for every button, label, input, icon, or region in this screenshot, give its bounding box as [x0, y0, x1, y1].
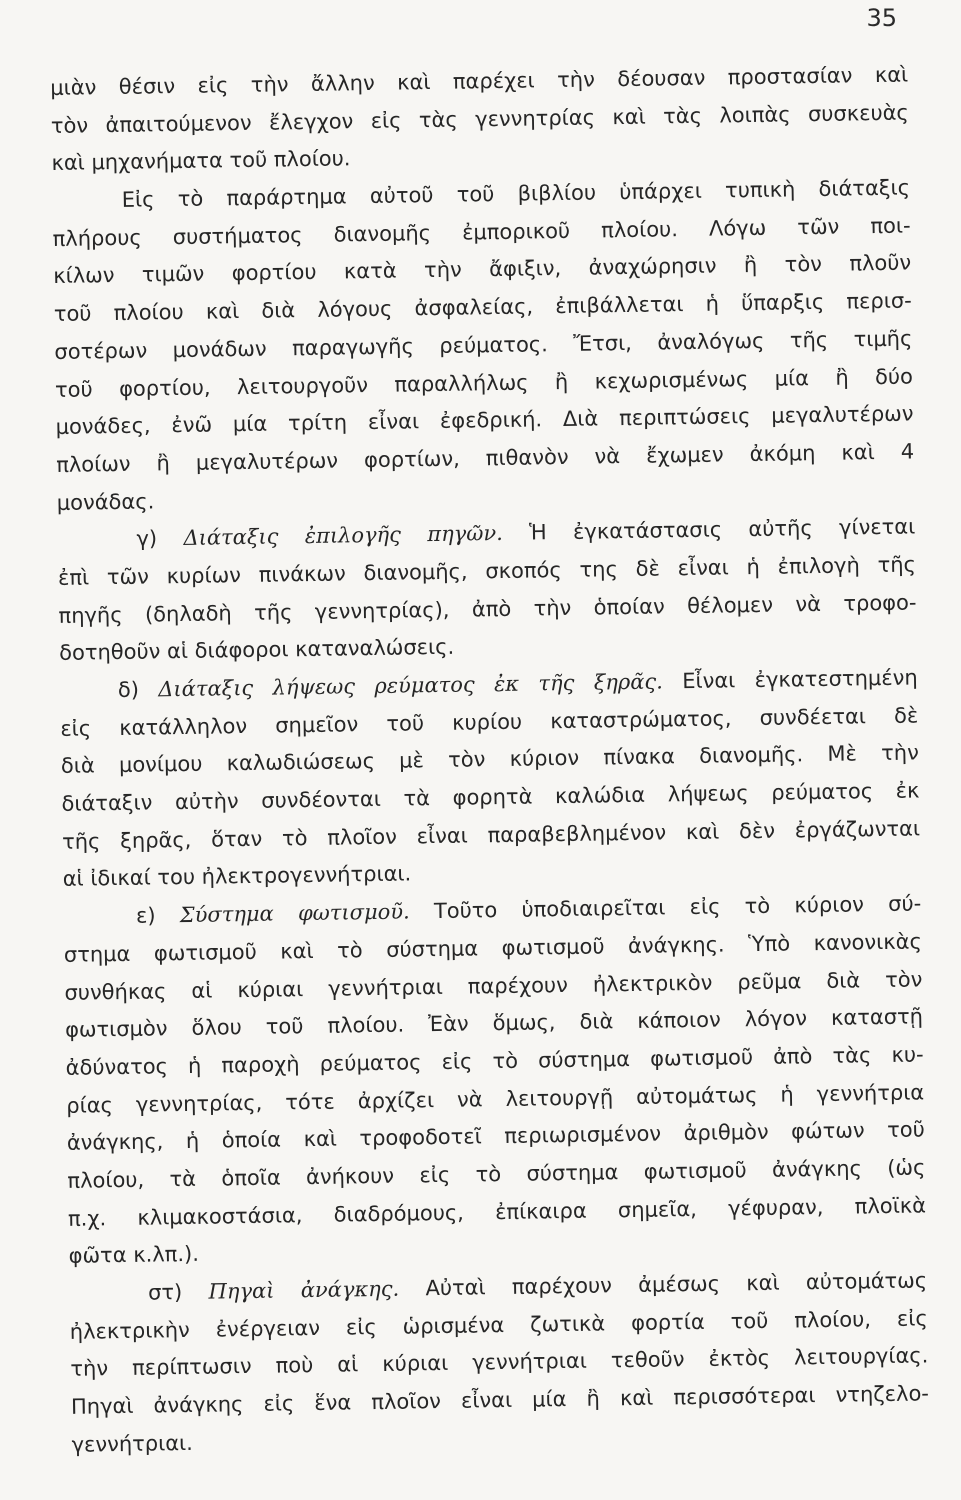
- line-text: μιὰν θέσιν εἰς τὴν ἄλλην καὶ παρέχει τὴν δέουσαν προστασίαν καὶ: [50, 62, 909, 100]
- line-text: δοτηθοῦν αἱ διάφοροι καταναλώσεις.: [58, 635, 455, 666]
- line-text: ἀνάγκης, ἡ ὁποία καὶ τροφοδοτεῖ περιωρισμένον ἀριθμὸν φώτων τοῦ: [66, 1117, 925, 1156]
- section-heading: Διάταξις λήψεως ρεύματος ἐκ τῆς ξηρᾶς.: [158, 669, 664, 702]
- section-marker: στ): [69, 1279, 209, 1306]
- line-text: στημα φωτισμοῦ καὶ τὸ σύστημα φωτισμοῦ ἀνάγκης. Ὑπὸ κανονικὰς: [63, 929, 922, 967]
- line-text: συνθήκας αἱ κύριαι γεννήτριαι παρέχουν ἠλεκτρικὸν ρεῦμα διὰ τὸν: [64, 966, 923, 1005]
- line-text: κίλων τιμῶν φορτίου κατὰ τὴν ἄφιξιν, ἀναχώρησιν ἢ τὸν πλοῦν: [53, 250, 912, 289]
- line-text: Ἡ ἐγκατάστασις αὐτῆς γίνεται: [502, 514, 916, 546]
- line-text: πλοίων ἢ μεγαλυτέρων φορτίων, πιθανὸν νὰ ἔχωμεν ἀκόμη καὶ 4: [56, 439, 915, 477]
- line-text: διάταξιν αὐτὴν συνδέονται τὰ φορητὰ καλώδια λήψεως ρεύματος ἐκ: [61, 778, 920, 816]
- line-text: Εἰς τὸ παράρτημα αὐτοῦ τοῦ βιβλίου ὑπάρχει τυπικὴ διάταξις: [51, 175, 911, 214]
- page-number: 35: [866, 4, 897, 32]
- line-text: γεννήτριαι.: [71, 1430, 194, 1457]
- line-text: φωτισμὸν ὅλου τοῦ πλοίου. Ἐὰν ὅμως, διὰ κάποιον λόγον καταστῇ: [64, 1004, 924, 1043]
- line-text: τὸν ἀπαιτούμενον ἔλεγχον εἰς τὰς γεννητρίας καὶ τὰς λοιπὰς συσκευὰς: [50, 100, 909, 138]
- line-text: μονάδας.: [56, 488, 155, 515]
- line-text: Τοῦτο ὑποδιαιρεῖται εἰς τὸ κύριον σύ-: [409, 891, 922, 924]
- section-marker: ε): [63, 903, 180, 930]
- line-text: μονάδες, ἐνῶ μία τρίτη εἶναι ἐφεδρική. Διὰ περιπτώσεις μεγαλυτέρων: [55, 401, 914, 440]
- line-text: πλήρους συστήματος διανομῆς ἐμπορικοῦ πλοίου. Λόγω τῶν ποι-: [52, 213, 911, 251]
- line-text: Εἶναι ἐγκατεστημένη: [662, 665, 918, 694]
- section-heading: Διάταξις ἐπιλογῆς πηγῶν.: [183, 521, 503, 551]
- line-text: τὴν περίπτωσιν ποὺ αἱ κύριαι γεννήτριαι τεθοῦν ἐκτὸς λειτουργίας.: [70, 1343, 929, 1382]
- line-text: ἐπὶ τῶν κυρίων πινάκων διανομῆς, σκοπός της δὲ εἶναι ἡ ἐπιλογὴ τῆς: [57, 552, 917, 590]
- line-text: Πηγαὶ ἀνάγκης εἰς ἕνα πλοῖον εἶναι μία ἢ καὶ περισσότεραι ντηζελο-: [70, 1381, 930, 1419]
- section-marker: γ): [57, 526, 184, 553]
- line-text: ἀδύνατος ἡ παροχὴ ρεύματος εἰς τὸ σύστημα φωτισμοῦ ἀπὸ τὰς κυ-: [65, 1042, 924, 1080]
- line-text: ρίας γεννητρίας, τότε ἀρχίζει νὰ λειτουργῇ αὐτομάτως ἡ γεννήτρια: [66, 1079, 925, 1118]
- line-text: τοῦ φορτίου, λειτουργοῦν παραλλήλως ἢ κεχωρισμένως μία ἢ δύο: [54, 363, 914, 402]
- line-text: π.χ. κλιμακοστάσια, διαδρόμους, ἐπίκαιρα σημεῖα, γέφυραν, πλοϊκὰ: [67, 1193, 927, 1231]
- line-text: τῆς ξηρᾶς, ὅταν τὸ πλοῖον εἶναι παραβεβλημένον καὶ δὲν ἐργάζωνται: [61, 816, 921, 854]
- line-text: σοτέρων μονάδων παραγωγῆς ρεύματος. Ἔτσι, ἀναλόγως τῆς τιμῆς: [54, 326, 913, 364]
- line-text: διὰ μονίμου καλωδιώσεως μὲ τὸν κύριον πίνακα διανομῆς. Μὲ τὴν: [60, 740, 920, 779]
- body-text: [50, 57, 930, 1465]
- line-text: εἰς κατάλληλον σημεῖον τοῦ κυρίου καταστρώματος, συνδέεται δὲ: [60, 703, 919, 741]
- section-heading: Σύστημα φωτισμοῦ.: [179, 899, 410, 928]
- section-heading: Πηγαὶ ἀνάγκης.: [208, 1276, 400, 1304]
- section-marker: δ): [59, 677, 159, 703]
- line-text: Αὐταὶ παρέχουν ἀμέσως καὶ αὐτομάτως: [398, 1268, 928, 1301]
- line-text: τοῦ πλοίου καὶ διὰ λόγους ἀσφαλείας, ἐπιβάλλεται ἡ ὕπαρξις περισ-: [53, 288, 912, 327]
- line-text: καὶ μηχανήματα τοῦ πλοίου.: [51, 146, 351, 176]
- line-text: φῶτα κ.λπ.).: [68, 1242, 200, 1269]
- line-text: αἱ ἰδικαί του ἠλεκτρογεννήτριαι.: [62, 861, 412, 892]
- line-text: ἠλεκτρικὴν ἐνέργειαν εἰς ὡρισμένα ζωτικὰ φορτία τοῦ πλοίου, εἰς: [69, 1306, 928, 1344]
- line-text: πλοίου, τὰ ὁποῖα ἀνήκουν εἰς τὸ σύστημα φωτισμοῦ ἀνάγκης (ὡς: [67, 1155, 926, 1193]
- line-text: πηγῆς (δηλαδὴ τῆς γεννητρίας), ἀπὸ τὴν ὁποίαν θέλομεν νὰ τροφο-: [58, 590, 917, 628]
